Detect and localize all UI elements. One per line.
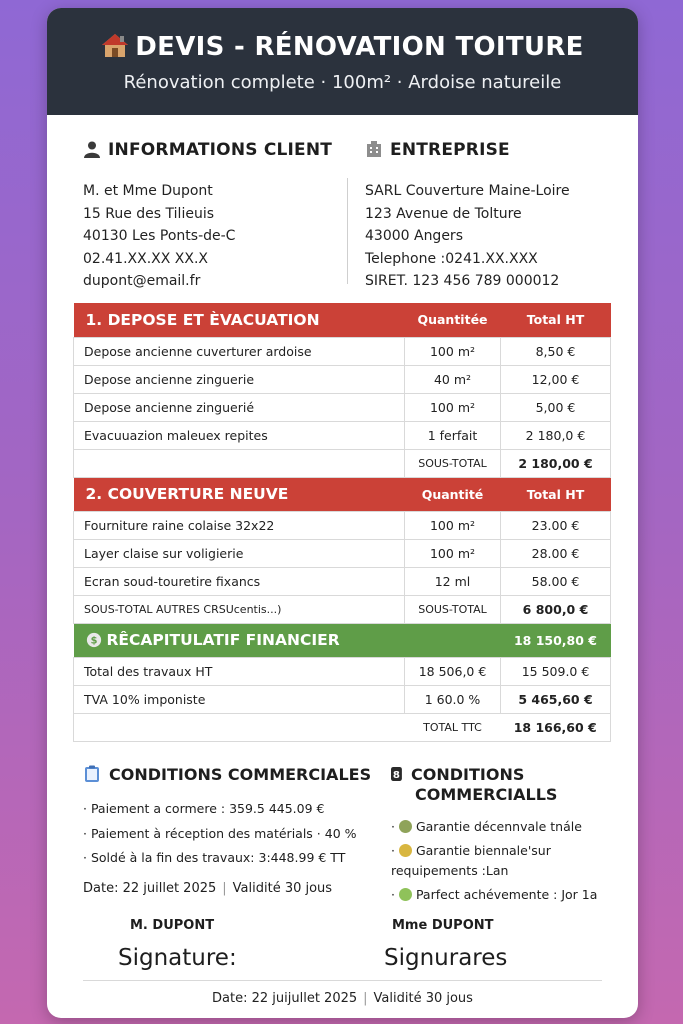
company-name: SARL Couverture Maine-Loire <box>365 183 570 199</box>
conditions-left-heading-text: CONDITIONS COMMERCIALES <box>109 765 372 784</box>
conditions-date-text: Date: 22 juillet 2025 <box>83 880 217 896</box>
footer-date: Date: 22 juijullet 2025 <box>212 991 358 1006</box>
total-ttc-value: 18 166,60 € <box>501 713 611 741</box>
recap-title <box>74 623 501 657</box>
client-city: 40130 Les Ponts-de-C <box>83 228 236 244</box>
conditions-left-heading <box>83 765 383 785</box>
row-label: Layer claise sur voligierie <box>74 539 405 567</box>
row-qty: 100 m² <box>405 511 501 539</box>
section2-col-qty: Quantité <box>405 477 501 511</box>
quote-subtitle: Rénovation complete · 100m² · Ardoise natureile <box>123 72 562 93</box>
quote-card <box>47 8 638 1018</box>
list-item: · Paiement a cormere : 359.5 445.09 € <box>83 801 325 816</box>
section2-subtotal-value: 6 800,0 € <box>501 595 611 623</box>
guarantee-text: Garantie biennale'sur requipements :Lan <box>391 843 551 878</box>
section2-header <box>74 477 611 511</box>
section1-subtotal-label: SOUS-TOTAL <box>405 449 501 477</box>
signer-name: M. DUPONT <box>130 918 215 933</box>
row-total: 58.00 € <box>501 567 611 595</box>
person-icon <box>83 140 101 158</box>
footer-divider <box>83 980 602 981</box>
row-total: 2 180,0 € <box>501 421 611 449</box>
section1-title: 1. DEPOSE ET ÈVACUATION <box>74 303 405 337</box>
list-item: · Garantie biennale'sur requipements :Lan <box>391 843 551 878</box>
footer: Date: 22 juijullet 2025 | Validité 30 jous <box>212 991 473 1006</box>
condition-text: Paiement a cormere : 359.5 445.09 € <box>90 801 325 816</box>
footer-validity: Validité 30 jous <box>373 991 473 1006</box>
conditions-validity-text: Validité 30 jous <box>232 880 333 896</box>
table-row <box>74 539 611 567</box>
section2-title: 2. COUVERTURE NEUVE <box>74 477 405 511</box>
section1-subtotal-row <box>74 449 611 477</box>
section2-subtotal-row <box>74 595 611 623</box>
smile-icon <box>399 888 412 901</box>
conditions-right-heading <box>391 765 606 805</box>
client-email: dupont@email.fr <box>83 273 201 289</box>
row-label: Fourniture raine colaise 32x22 <box>74 511 405 539</box>
list-item: · Soldé à la fin des travaux: 3:448.99 € TT <box>83 850 346 865</box>
signature-label: Signature: <box>118 945 237 971</box>
row-label <box>74 713 405 741</box>
client-street: 15 Rue des Tilieuis <box>83 205 215 222</box>
section2-subtotal-label: SOUS-TOTAL <box>405 595 501 623</box>
medal-icon <box>399 844 412 857</box>
row-qty: 100 m² <box>405 539 501 567</box>
table-row <box>74 567 611 595</box>
row-total: 23.00 € <box>501 511 611 539</box>
row-qty: 18 506,0 € <box>405 657 501 685</box>
row-total: 8,50 € <box>501 337 611 365</box>
row-qty: 1 ferfait <box>405 421 501 449</box>
condition-text: Paiement à réception des matérials · 40 % <box>90 825 357 841</box>
row-label: Depose ancienne zinguerie <box>74 365 405 393</box>
row-qty: 100 m² <box>405 337 501 365</box>
client-name: M. et Mme Dupont <box>83 183 213 199</box>
guarantee-text: Parfect achévemente : Jor 1a <box>415 887 598 902</box>
money-icon <box>86 632 102 648</box>
condition-text: Soldé à la fin des travaux: 3:448.99 € TT <box>90 850 346 865</box>
signer-name: Mme DUPONT <box>392 918 494 933</box>
row-label: Evacuuazion maleuex repites <box>74 421 405 449</box>
clipboard-icon <box>83 765 101 783</box>
row-label: Depose ancienne cuverturer ardoise <box>74 337 405 365</box>
info-divider <box>347 178 348 284</box>
company-siret: SIRET. 123 456 789 000012 <box>365 273 560 289</box>
company-street: 123 Avenue de Tolture <box>365 205 522 222</box>
parties-info <box>47 140 638 290</box>
conditions-left <box>83 765 383 896</box>
client-heading <box>83 140 343 166</box>
table-row <box>74 365 611 393</box>
quote-title-text: DEVIS - RÉNOVATION TOITURE <box>135 32 584 62</box>
section2-subtotal-row-label: SOUS-TOTAL AUTRES CRSUcentis...) <box>74 595 405 623</box>
company-heading <box>365 140 625 166</box>
row-total: 5,00 € <box>501 393 611 421</box>
company-city: 43000 Angers <box>365 228 463 244</box>
recap-header <box>74 623 611 657</box>
section1-col-total: Total HT <box>501 303 611 337</box>
table-row <box>74 657 611 685</box>
row-total: 5 465,60 € <box>501 685 611 713</box>
row-label: Total des travaux HT <box>74 657 405 685</box>
total-ttc-label: TOTAL TTC <box>405 713 501 741</box>
table-row <box>74 511 611 539</box>
client-phone: 02.41.XX.XX XX.X <box>83 250 209 267</box>
company-phone: Telephone :0241.XX.XXX <box>365 250 538 267</box>
company-info <box>365 140 625 293</box>
recap-amount: 18 150,80 € <box>501 623 611 657</box>
recap-title-text: RÊCAPITULATIF FINANCIER <box>106 631 340 649</box>
conditions-right-heading-line2: COMMERCIALLS <box>415 785 558 804</box>
client-info <box>83 140 343 293</box>
medal-icon <box>399 820 412 833</box>
svg-text:$: $ <box>90 635 97 647</box>
row-label: Depose ancienne zinguerié <box>74 393 405 421</box>
total-ttc-row <box>74 713 611 741</box>
section1-subtotal-value: 2 180,00 € <box>501 449 611 477</box>
quote-title <box>47 32 638 62</box>
table-row <box>74 393 611 421</box>
row-total: 28.00 € <box>501 539 611 567</box>
building-icon <box>365 140 383 158</box>
row-label <box>74 449 405 477</box>
row-label: TVA 10% imponiste <box>74 685 405 713</box>
house-icon <box>101 32 129 58</box>
list-item: · Garantie décennvale tnále <box>391 819 582 834</box>
company-heading-text: ENTREPRISE <box>390 140 510 160</box>
row-qty: 12 ml <box>405 567 501 595</box>
svg-text:8: 8 <box>392 769 400 781</box>
table-row <box>74 685 611 713</box>
row-qty: 100 m² <box>405 393 501 421</box>
table-row <box>74 337 611 365</box>
section2-col-total: Total HT <box>501 477 611 511</box>
row-total: 15 509.0 € <box>501 657 611 685</box>
row-qty: 40 m² <box>405 365 501 393</box>
conditions-right-heading-line1: CONDITIONS <box>411 765 525 784</box>
number-eight-icon <box>391 765 405 783</box>
conditions-right <box>391 765 606 909</box>
table-row <box>74 421 611 449</box>
conditions-date: Date: 22 juillet 2025 | Validité 30 jous <box>83 880 333 896</box>
list-item: · Parfect achévemente : Jor 1a <box>391 887 598 902</box>
quote-header <box>47 8 638 115</box>
section1-col-qty: Quantitée <box>405 303 501 337</box>
client-heading-text: INFORMATIONS CLIENT <box>108 140 333 160</box>
signature-right <box>384 918 507 971</box>
guarantee-text: Garantie décennvale tnále <box>415 819 582 834</box>
quote-table <box>73 303 611 742</box>
row-qty: 1 60.0 % <box>405 685 501 713</box>
signature-label: Signurares <box>384 945 508 971</box>
row-total: 12,00 € <box>501 365 611 393</box>
signature-left <box>118 918 237 971</box>
row-label: Ecran soud-touretire fixancs <box>74 567 405 595</box>
section1-header <box>74 303 611 337</box>
list-item: · Paiement à réception des matérials · 40 % <box>83 825 357 841</box>
